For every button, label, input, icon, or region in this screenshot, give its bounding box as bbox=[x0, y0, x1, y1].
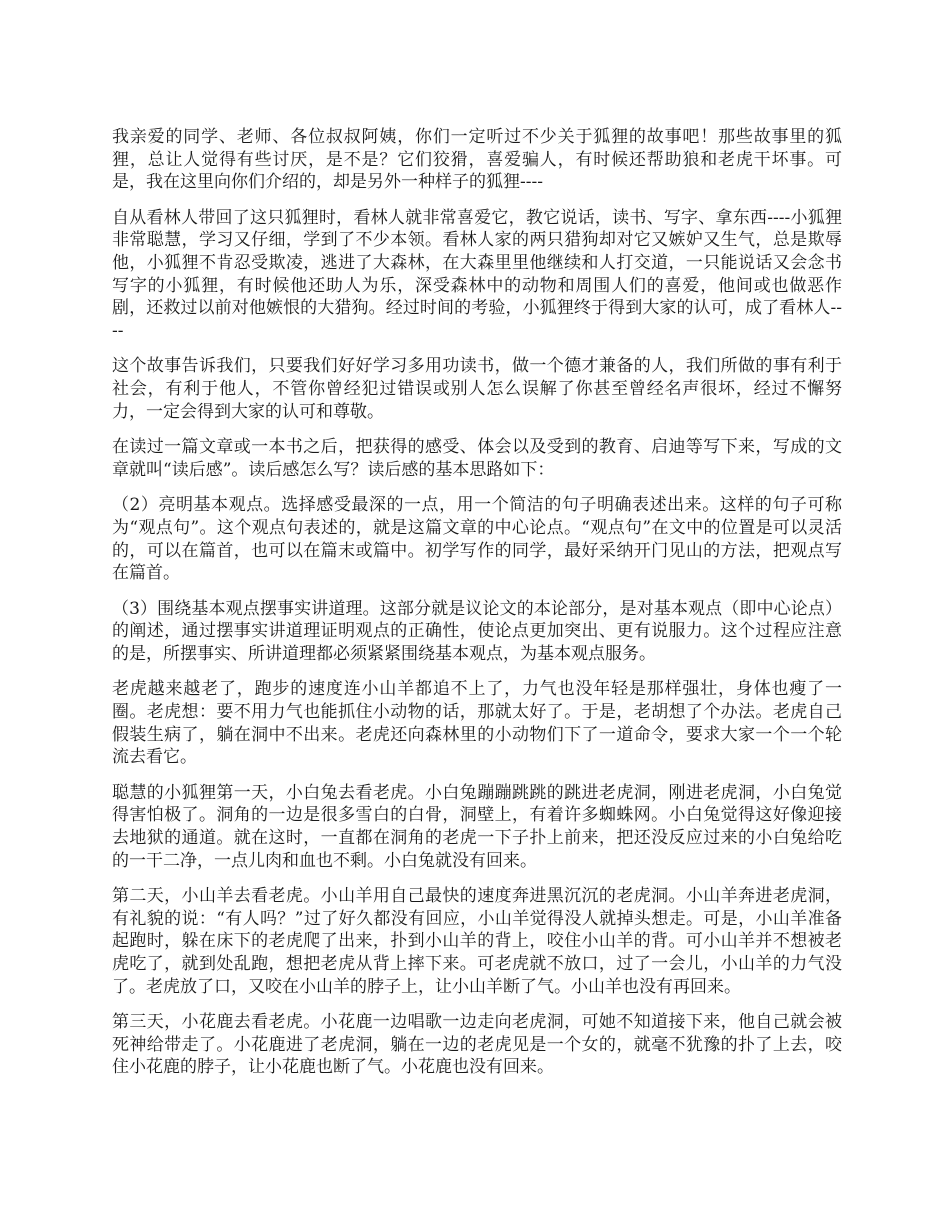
paragraph-old-tiger: 老虎越来越老了，跑步的速度连小山羊都追不上了，力气也没年轻是那样强壮，身体也瘦了一圈。老虎想：要不用力气也能抓住小动物的话，那就太好了。于是，老胡想了个办法。老虎自己假装生病了，躺在洞中不出来。老虎还向森林里的小动物们下了一道命令，要求大家一个一个轮流去看它。 bbox=[112, 679, 842, 768]
paragraph-intro: 我亲爱的同学、老师、各位叔叔阿姨，你们一定听过不少关于狐狸的故事吧！那些故事里的狐狸，总让人觉得有些讨厌，是不是？它们狡猾，喜爱骗人，有时候还帮助狼和老虎干坏事。可是，我在这里向你们介绍的，却是另外一种样子的狐狸---- bbox=[112, 127, 842, 193]
paragraph-day-one: 聪慧的小狐狸第一天，小白兔去看老虎。小白兔蹦蹦跳跳的跳进老虎洞，刚进老虎洞，小白兔觉得害怕极了。洞角的一边是很多雪白的白骨，洞壁上，有着许多蜘蛛网。小白兔觉得这好像迎接去地狱的通道。就在这时，一直都在洞角的老虎一下子扑上前来，把还没反应过来的小白兔给吃的一干二净，一点儿肉和血也不剩。小白兔就没有回来。 bbox=[112, 782, 842, 871]
document-body bbox=[112, 126, 842, 1092]
paragraph-reading-notes-intro: 在读过一篇文章或一本书之后，把获得的感受、体会以及受到的教育、启迪等写下来，写成的文章就叫“读后感”。读后感怎么写？读后感的基本思路如下： bbox=[112, 437, 842, 480]
paragraph-day-three: 第三天，小花鹿去看老虎。小花鹿一边唱歌一边走向老虎洞，可她不知道接下来，他自己就会被死神给带走了。小花鹿进了老虎洞，躺在一边的老虎见是一个女的，就毫不犹豫的扑了上去，咬住小花鹿的脖子，让小花鹿也断了气。小花鹿也没有回来。 bbox=[112, 1012, 842, 1078]
paragraph-step-3: （3）围绕基本观点摆事实讲道理。这部分就是议论文的本论部分，是对基本观点（即中心论点）的阐述，通过摆事实讲道理证明观点的正确性，使论点更加突出、更有说服力。这个过程应注意的是，所摆事实、所讲道理都必须紧紧围绕基本观点，为基本观点服务。 bbox=[112, 598, 842, 664]
paragraph-day-two: 第二天，小山羊去看老虎。小山羊用自己最快的速度奔进黑沉沉的老虎洞。小山羊奔进老虎洞，有礼貌的说：“有人吗？”过了好久都没有回应，小山羊觉得没人就掉头想走。可是，小山羊准备起跑时，躲在床下的老虎爬了出来，扑到小山羊的背上，咬住小山羊的背。可小山羊并不想被老虎吃了，就到处乱跑，想把老虎从背上摔下来。可老虎就不放口，过了一会儿，小山羊的力气没了。老虎放了口，又咬在小山羊的脖子上，让小山羊断了气。小山羊也没有再回来。 bbox=[112, 886, 842, 997]
paragraph-moral: 这个故事告诉我们，只要我们好好学习多用功读书，做一个德才兼备的人，我们所做的事有利于社会，有利于他人，不管你曾经犯过错误或别人怎么误解了你甚至曾经名声很坏，经过不懈努力，一定会得到大家的认可和尊敬。 bbox=[112, 356, 842, 422]
paragraph-story: 自从看林人带回了这只狐狸时，看林人就非常喜爱它，教它说话，读书、写字、拿东西----小狐狸非常聪慧，学习又仔细，学到了不少本领。看林人家的两只猎狗却对它又嫉妒又生气，总是欺辱他，小狐狸不肯忍受欺凌，逃进了大森林，在大森里里他继续和人打交道，一只能说话又会念书写字的小狐狸，有时候他还助人为乐，深受森林中的动物和周围人们的喜爱，他间或也做恶作剧，还救过以前对他嫉恨的大猎狗。经过时间的考验，小狐狸终于得到大家的认可，成了看林人---- bbox=[112, 207, 842, 341]
paragraph-step-2: （2）亮明基本观点。选择感受最深的一点，用一个简洁的句子明确表述出来。这样的句子可称为“观点句”。这个观点句表述的，就是这篇文章的中心论点。“观点句”在文中的位置是可以灵活的，可以在篇首，也可以在篇末或篇中。初学写作的同学，最好采纳开门见山的方法，把观点写在篇首。 bbox=[112, 495, 842, 584]
